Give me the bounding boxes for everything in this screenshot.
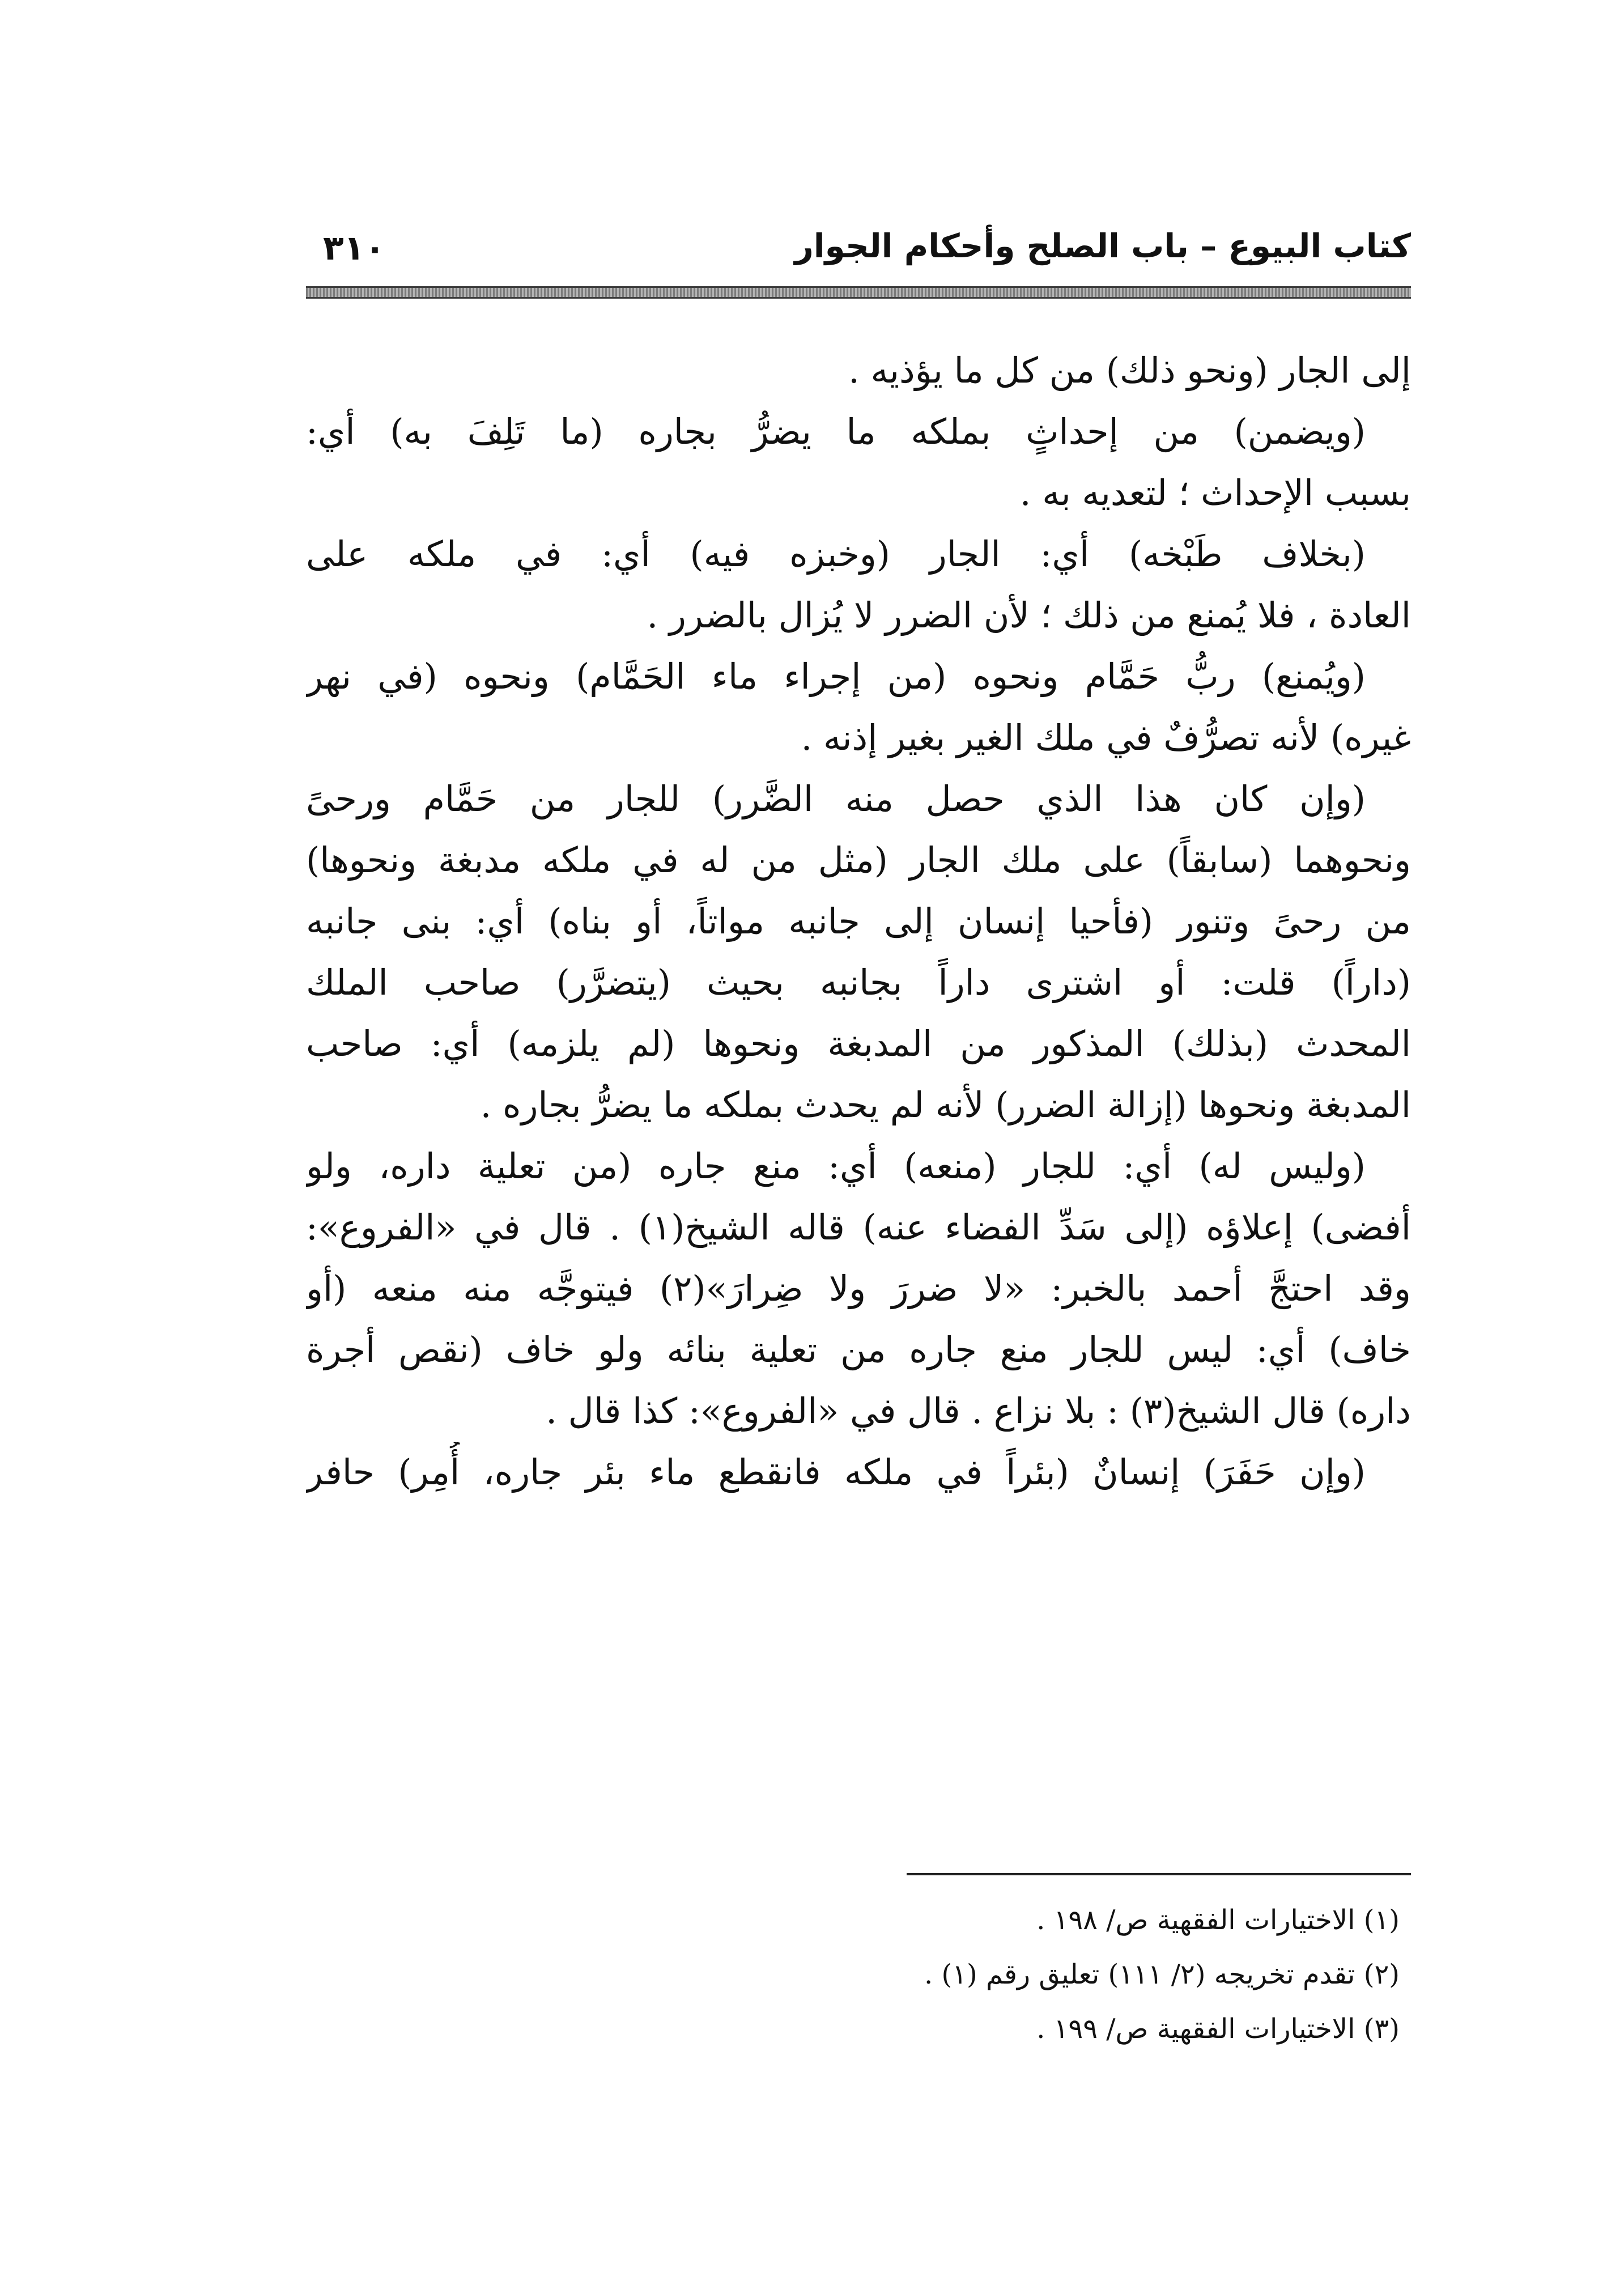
footnote: (٣) الاختيارات الفقهية ص/ ١٩٩ .	[1036, 2013, 1400, 2045]
footnote-rule	[907, 1873, 1411, 1875]
text-line: (ويضمن) من إحداثٍ بملكه ما يضرُّ بجاره (ما تَلِفَ به) أي:	[306, 411, 1366, 452]
text-line: (داراً) قلت: أو اشترى داراً بجانبه بحيث (يتضرَّر) صاحب الملك	[306, 962, 1411, 1003]
text-line: بسبب الإحداث ؛ لتعديه به .	[1019, 472, 1411, 513]
body-text	[306, 340, 1411, 1503]
text-line: ونحوهما (سابقاً) على ملك الجار (مثل من له في ملكه مدبغة ونحوها)	[306, 839, 1411, 881]
footnote: (٢) تقدم تخريجه (٢/ ١١١) تعليق رقم (١) .	[924, 1959, 1400, 1990]
text-line: خاف) أي: ليس للجار منع جاره من تعلية بنائه ولو خاف (نقص أجرة	[306, 1329, 1411, 1370]
text-line: (وإن كان هذا الذي حصل منه الضَّرر) للجار من حَمَّام ورحىً	[306, 778, 1366, 819]
text-line: إلى الجار (ونحو ذلك) من كل ما يؤذيه .	[848, 350, 1411, 391]
footnotes	[623, 1893, 1411, 2056]
text-line: من رحىً وتنور (فأحيا إنسان إلى جانبه مواتاً، أو بناه) أي: بنى جانبه	[306, 901, 1411, 942]
text-line: (وليس له) أي: للجار (منعه) أي: منع جاره (من تعلية داره، ولو	[306, 1145, 1366, 1187]
text-line: غيره) لأنه تصرُّفٌ في ملك الغير بغير إذنه .	[801, 717, 1411, 758]
text-line: المحدث (بذلك) المذكور من المدبغة ونحوها (لم يلزمه) أي: صاحب	[306, 1023, 1411, 1064]
text-line: داره) قال الشيخ(٣) : بلا نزاع . قال في «الفروع»: كذا قال .	[546, 1390, 1411, 1432]
running-header	[306, 220, 1411, 282]
text-line: (بخلاف طَبْخه) أي: الجار (وخبزه فيه) أي: في ملكه على	[306, 533, 1366, 575]
text-line: وقد احتجَّ أحمد بالخبر: «لا ضررَ ولا ضِرارَ»(٢) فيتوجَّه منه منعه (أو	[306, 1268, 1411, 1309]
text-line: المدبغة ونحوها (إزالة الضرر) لأنه لم يحدث بملكه ما يضرُّ بجاره .	[480, 1084, 1411, 1126]
text-line: أفضى) إعلاؤه (إلى سَدِّ الفضاء عنه) قاله الشيخ(١) . قال في «الفروع»:	[306, 1207, 1411, 1248]
text-line: العادة ، فلا يُمنع من ذلك ؛ لأن الضرر لا يُزال بالضرر .	[647, 595, 1411, 636]
text-line: (وإن حَفَرَ) إنسانٌ (بئراً في ملكه فانقطع ماء بئر جاره، أُمِر) حافر	[306, 1451, 1366, 1493]
text-line: (ويُمنع) ربُّ حَمَّام ونحوه (من إجراء ماء الحَمَّام) ونحوه (في نهر	[306, 656, 1366, 697]
header-rule	[306, 286, 1411, 299]
page-number: ٣١٠	[323, 228, 385, 268]
header-title: كتاب البيوع – باب الصلح وأحكام الجوار	[794, 227, 1411, 265]
footnote: (١) الاختيارات الفقهية ص/ ١٩٨ .	[1036, 1904, 1400, 1936]
